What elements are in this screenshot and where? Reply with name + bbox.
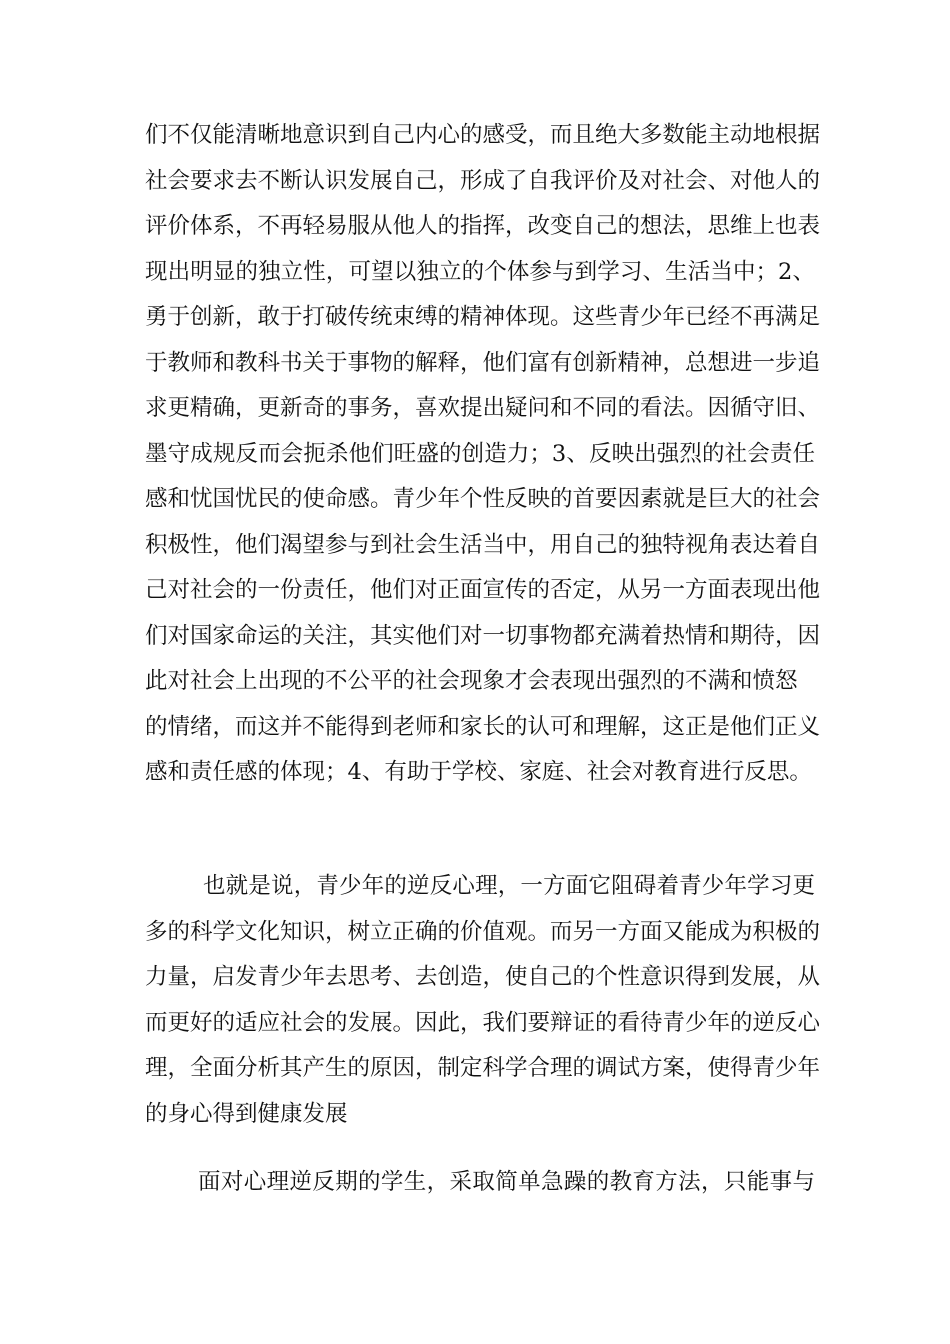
text-line: 们不仅能清晰地意识到自己内心的感受，而且绝大多数能主动地根据 bbox=[145, 122, 821, 148]
text-line: 们对国家命运的关注，其实他们对一切事物都充满着热情和期待，因 bbox=[145, 622, 821, 649]
text-line: 勇于创新，敢于打破传统束缚的精神体现。这些青少年已经不再满足 bbox=[145, 304, 821, 330]
text-line: 己对社会的一份责任，他们对正面宣传的否定，从另一方面表现出他 bbox=[145, 577, 821, 603]
paragraph-3 bbox=[145, 1160, 815, 1206]
text-line: 也就是说，青少年的逆反心理，一方面它阻碍着青少年学习更 bbox=[203, 873, 815, 899]
paragraph-1 bbox=[145, 113, 821, 796]
paragraph-2 bbox=[145, 864, 821, 1137]
text-line: 的情绪，而这并不能得到老师和家长的认可和理解，这正是他们正义 bbox=[145, 713, 821, 740]
text-line: 感和责任感的体现；4、有助于学校、家庭、社会对教育进行反思。 bbox=[145, 759, 812, 785]
text-line: 的身心得到健康发展 bbox=[145, 1100, 348, 1127]
text-line: 理，全面分析其产生的原因，制定科学合理的调试方案，使得青少年 bbox=[145, 1055, 821, 1081]
text-line: 现出明显的独立性，可望以独立的个体参与到学习、生活当中；2、 bbox=[145, 258, 815, 285]
text-line: 评价体系，不再轻易服从他人的指挥，改变自己的想法，思维上也表 bbox=[145, 213, 821, 239]
text-line: 力量，启发青少年去思考、去创造，使自己的个性意识得到发展，从 bbox=[145, 964, 821, 990]
text-line: 积极性，他们渴望参与到社会生活当中，用自己的独特视角表达着自 bbox=[145, 531, 821, 558]
text-line: 求更精确，更新奇的事务，喜欢提出疑问和不同的看法。因循守旧、 bbox=[145, 395, 821, 421]
text-line: 社会要求去不断认识发展自己，形成了自我评价及对社会、对他人的 bbox=[145, 167, 821, 194]
text-line: 面对心理逆反期的学生，采取简单急躁的教育方法，只能事与 bbox=[198, 1169, 815, 1195]
text-line: 此对社会上出现的不公平的社会现象才会表现出强烈的不满和愤怒 bbox=[145, 668, 798, 694]
text-line: 而更好的适应社会的发展。因此，我们要辩证的看待青少年的逆反心 bbox=[145, 1009, 821, 1036]
text-line: 多的科学文化知识，树立正确的价值观。而另一方面又能成为积极的 bbox=[145, 918, 821, 945]
text-line: 墨守成规反而会扼杀他们旺盛的创造力；3、反映出强烈的社会责任 bbox=[145, 440, 815, 467]
text-line: 感和忧国忧民的使命感。青少年个性反映的首要因素就是巨大的社会 bbox=[145, 486, 821, 512]
text-line: 于教师和教科书关于事物的解释，他们富有创新精神，总想进一步追 bbox=[145, 349, 821, 376]
